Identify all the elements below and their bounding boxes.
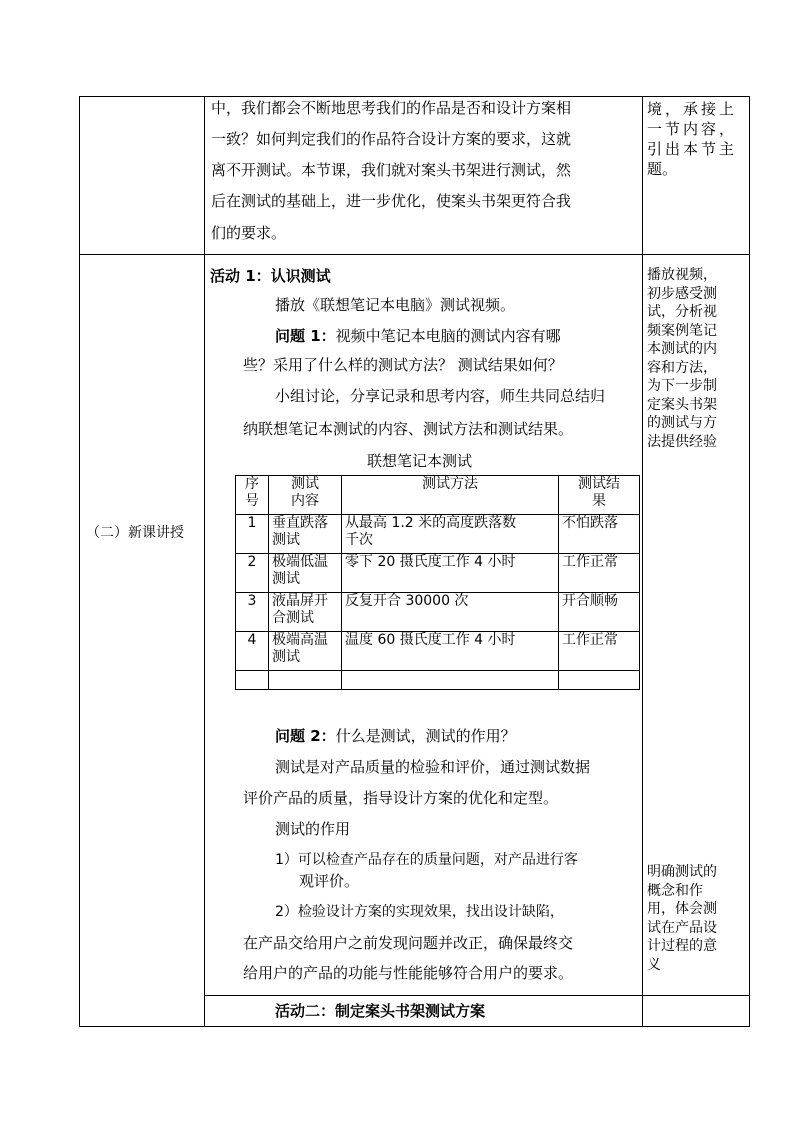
header-item: 测试 内容 [269,476,342,515]
question2 [275,726,516,746]
table-row [236,593,640,632]
side-note-top-3: 引出本节主 [647,140,738,158]
table-row [236,554,640,593]
column-divider-2 [642,96,643,1027]
row-no: 4 [236,632,269,671]
row-method: 零下 20 摄氏度工作 4 小时 [342,554,559,593]
question1-text: 视频中笔记本电脑的测试内容有哪 [335,327,561,345]
side-note-top-4: 题。 [647,160,678,178]
row-item: 液晶屏开 合测试 [269,593,342,632]
side-note-top-2: 一节内容， [647,120,738,138]
row-item: 极端高温 测试 [269,632,342,671]
row-method: 反复开合 30000 次 [342,593,559,632]
function-2-line-3: 给用户的产品的功能与性能能够符合用户的要求。 [243,964,574,982]
section-label: （二）新课讲授 [86,525,184,541]
function-2-line-1: 2）检验设计方案的实现效果，找出设计缺陷， [275,904,564,920]
table-right-border [749,96,750,1027]
table-title: 联想笔记本测试 [367,452,473,470]
header-result: 测试结 果 [559,476,640,515]
row-item: 垂直跌落 测试 [269,515,342,554]
side-note-activity1: 播放视频， 初步感受测 试，分析视 频案例笔记 本测试的内 容和方法， 为下一步制 定案头书架 的测试与方 法提供经验 [647,267,717,450]
function-title: 测试的作用 [275,820,351,838]
row-method: 从最高 1.2 米的高度跌落数 千次 [342,515,559,554]
intro-line-2: 一致？如何判定我们的作品符合设计方案的要求，这就 [211,130,572,148]
intro-line-5: 们的要求。 [211,224,287,242]
activity2-title: 活动二：制定案头书架测试方案 [275,1002,486,1020]
row-method: 温度 60 摄氏度工作 4 小时 [342,632,559,671]
definition-line-1: 测试是对产品质量的检验和评价，通过测试数据 [275,758,591,776]
table-row [236,515,640,554]
discussion-line-1: 小组讨论，分享记录和思考内容，师生共同总结归 [275,387,606,405]
header-method: 测试方法 [342,476,559,515]
question2-text: 什么是测试，测试的作用？ [335,727,516,745]
row-no: 3 [236,593,269,632]
table-bottom-border [79,1026,750,1027]
table-left-border [79,96,80,1027]
laptop-test-table [235,475,640,690]
row-result: 工作正常 [559,554,640,593]
function-2-line-2: 在产品交给用户之前发现问题并改正，确保最终交 [243,934,574,952]
row-divider-2 [204,995,750,996]
table-header-row [236,476,640,515]
intro-line-1: 中，我们都会不断地思考我们的作品是否和设计方案相 [211,99,572,117]
question1 [275,326,561,346]
column-divider-1 [204,96,205,1027]
definition-line-2: 评价产品的质量，指导设计方案的优化和定型。 [243,789,559,807]
function-1-line-1: 1）可以检查产品存在的质量问题，对产品进行客 [275,852,578,868]
discussion-line-2: 纳联想笔记本测试的内容、测试方法和测试结果。 [243,420,574,438]
table-row [236,632,640,671]
table-top-border [79,96,750,97]
table-empty-row [236,671,640,690]
row-result: 开合顺畅 [559,593,640,632]
row-no: 2 [236,554,269,593]
intro-line-3: 离不开测试。本节课，我们就对案头书架进行测试，然 [211,161,572,179]
row-item: 极端低温 测试 [269,554,342,593]
row-result: 不怕跌落 [559,515,640,554]
play-video-text: 播放《联想笔记本电脑》测试视频。 [275,296,516,314]
header-no: 序 号 [236,476,269,515]
row-result: 工作正常 [559,632,640,671]
side-note-top-1: 境，承接上 [647,100,738,118]
row-divider-1 [79,254,750,255]
intro-line-4: 后在测试的基础上，进一步优化，使案头书架更符合我 [211,192,572,210]
question2-label: 问题 2： [275,727,336,745]
side-note-definition: 明确测试的 概念和作 用，体会测 试在产品设 计过程的意 义 [647,864,717,973]
function-1-line-2: 观评价。 [299,872,360,890]
row-no: 1 [236,515,269,554]
activity1-title: 活动 1：认识测试 [210,267,331,285]
question1-line2: 些？采用了什么样的测试方法？ 测试结果如何？ [243,356,563,374]
question1-label: 问题 1： [275,327,336,345]
